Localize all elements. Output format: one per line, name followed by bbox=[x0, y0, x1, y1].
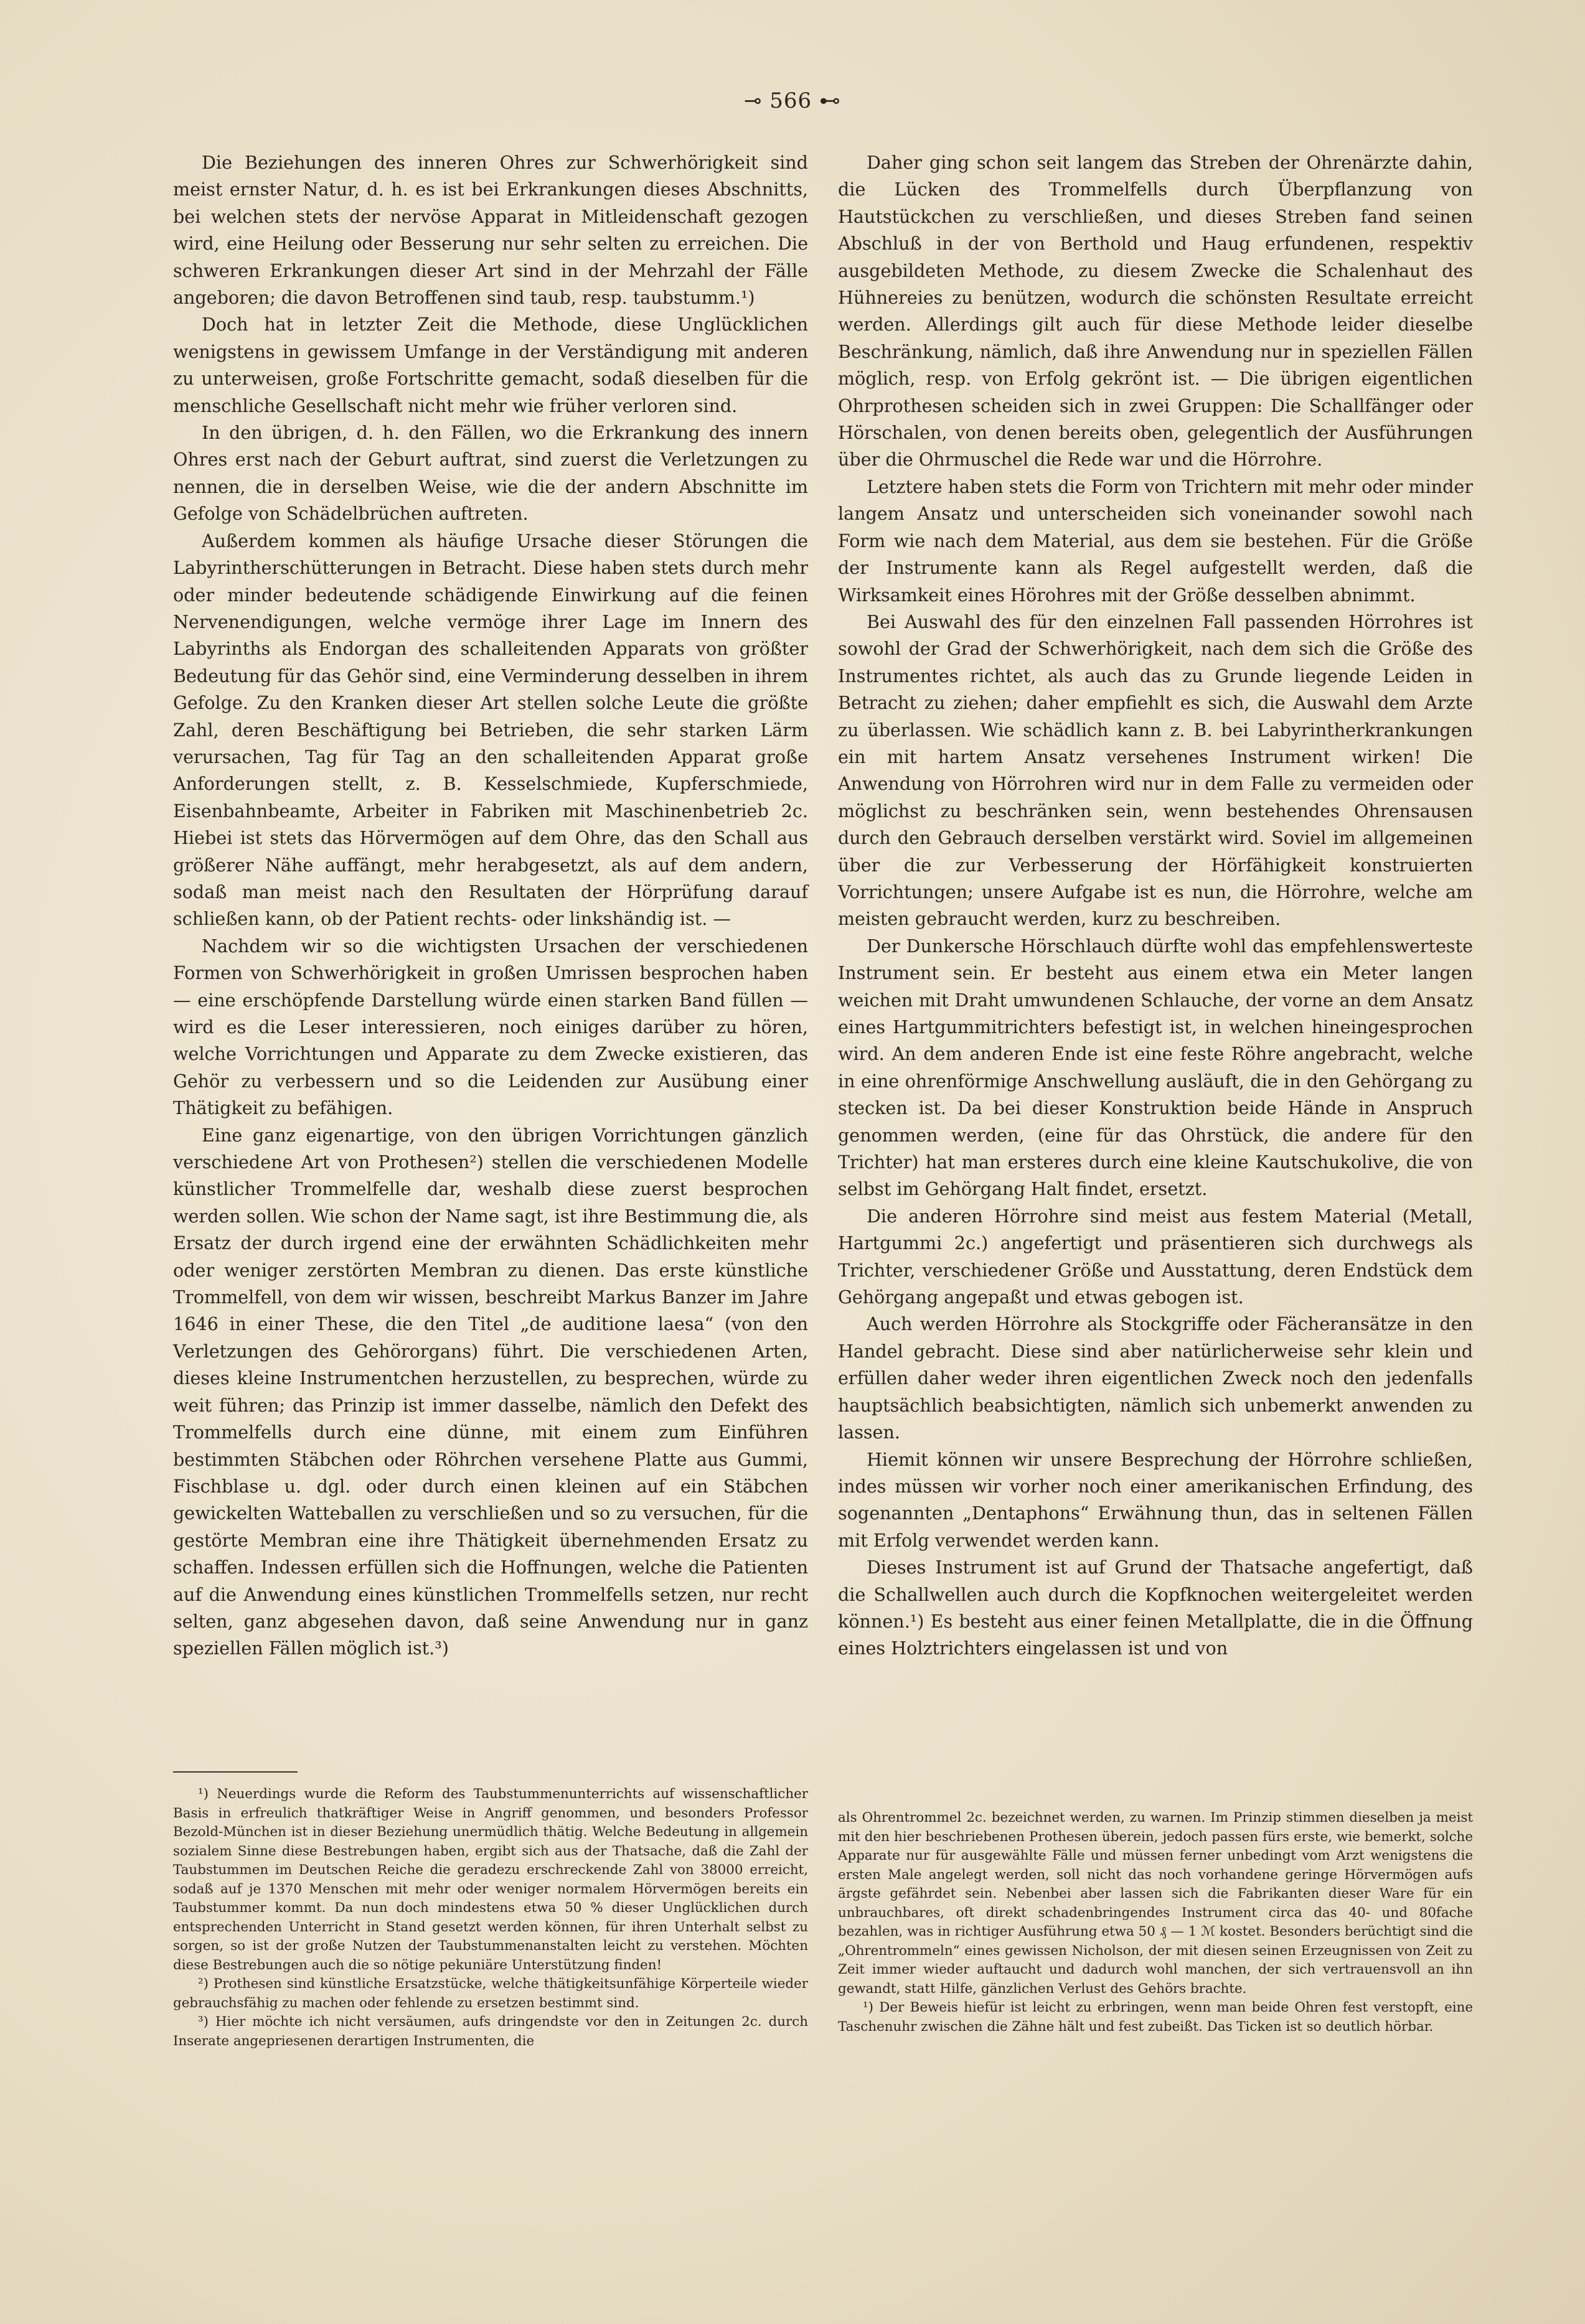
paragraph: Dieses Instrument ist auf Grund der Thatsache angefertigt, daß die Schallwellen auch durch die Kopfknochen weitergeleitet werden können.¹) Es besteht aus einer feinen Metallplatte, die in die Öffnung eines Holztrichters eingelassen ist und von bbox=[838, 1557, 1473, 1659]
footnote-continuation: als Ohrentrommel 2c. bezeichnet werden, zu warnen. Im Prinzip stimmen dieselben ja meist mit den hier beschriebenen Prothesen überein, jedoch passen fürs erste, wie bemerkt, solche Apparate nur für ausgewählte Fälle und müssen ferner unbedingt vom Arzt wenigstens die ersten Male angelegt werden, soll nicht das noch vorhandene geringe Hörvermögen aufs ärgste gefährdet sein. Nebenbei aber lassen sich die Fabrikanten dieser Ware für ein unbrauchbares, oft direkt schadenbringendes Instrument circa das 40- und 80fache bezahlen, was in richtiger Ausführung etwa 50 ₰ — 1 ℳ kostet. Besonders berüchtigt sind die „Ohrentrommeln“ eines gewissen Nicholson, der mit diesen seinen Erzeugnissen von Zeit zu Zeit immer wieder auftaucht und dadurch wohl manchen, der sich vertrauensvoll an ihn gewandt, statt Hilfe, gänzlichen Verlust des Gehörs brachte. bbox=[838, 1810, 1473, 1997]
ornament-left-icon: ⊸ bbox=[743, 88, 763, 113]
footnote: ¹) Der Beweis hiefür ist leicht zu erbringen, wenn man beide Ohren fest verstopft, eine Taschenuhr zwischen die Zähne hält und fest zubeißt. Das Ticken ist so deutlich hörbar. bbox=[838, 2000, 1473, 2035]
footnote-divider bbox=[173, 1771, 298, 1773]
paragraph: Doch hat in letzter Zeit die Methode, diese Unglücklichen wenigstens in gewissem Umfange in der Verständigung mit anderen zu unterweisen, große Fortschritte gemacht, sodaß dieselben für die menschliche Gesellschaft nicht mehr wie früher verloren sind. bbox=[173, 314, 808, 416]
paragraph: Die Beziehungen des inneren Ohres zur Schwerhörigkeit sind meist ernster Natur, d. h. es ist bei Erkrankungen dieses Abschnitts, bei welchen stets der nervöse Apparat in Mitleidenschaft gezogen wird, eine Heilung oder Besserung nur sehr selten zu erreichen. Die schweren Erkrankungen dieser Art sind in der Mehrzahl der Fälle angeboren; die davon Betroffenen sind taub, resp. taubstumm.¹) bbox=[173, 152, 808, 309]
paragraph: In den übrigen, d. h. den Fällen, wo die Erkrankung des innern Ohres erst nach der Geburt auftrat, sind zuerst die Verletzungen zu nennen, die in derselben Weise, wie die der andern Abschnitte im Gefolge von Schädelbrüchen auftreten. bbox=[173, 422, 808, 525]
paragraph: Der Dunkersche Hörschlauch dürfte wohl das empfehlenswerteste Instrument sein. Er besteht aus einem etwa ein Meter langen weichen mit Draht umwundenen Schlauche, der vorne an dem Ansatz eines Hartgummitrichters befestigt ist, in welchen hineingesprochen wird. An dem anderen Ende ist eine feste Röhre angebracht, welche in eine ohrenförmige Anschwellung ausläuft, die in den Gehörgang zu stecken ist. Da bei dieser Konstruktion beide Hände in Anspruch genommen werden, (eine für das Ohrstück, die andere für den Trichter) hat man ersteres durch eine kleine Kautschukolive, die von selbst im Gehörgang Halt findet, ersetzt. bbox=[838, 935, 1473, 1200]
footnotes-left bbox=[173, 1785, 808, 2051]
footnote: ³) Hier möchte ich nicht versäumen, aufs dringendste vor den in Zeitungen 2c. durch Inserate angepriesenen derartigen Instrumenten, die bbox=[173, 2014, 808, 2049]
paragraph: Auch werden Hörrohre als Stockgriffe oder Fächeransätze in den Handel gebracht. Diese sind aber natürlicherweise sehr klein und erfüllen daher weder ihren eigentlichen Zweck noch den jedenfalls hauptsächlich beabsichtigten, nämlich sich unbemerkt anwenden zu lassen. bbox=[838, 1313, 1473, 1443]
paragraph: Bei Auswahl des für den einzelnen Fall passenden Hörrohres ist sowohl der Grad der Schwerhörigkeit, nach dem sich die Größe des Instrumentes richtet, als auch das zu Grunde liegende Leiden in Betracht zu ziehen; daher empfiehlt es sich, die Auswahl dem Arzte zu überlassen. Wie schädlich kann z. B. bei Labyrintherkrankungen ein mit hartem Ansatz versehenes Instrument wirken! Die Anwendung von Hörrohren wird nur in dem Falle zu vermeiden oder möglichst zu beschränken sein, wenn bestehendes Ohrensausen durch den Gebrauch derselben verstärkt wird. Soviel im allgemeinen über die zur Verbesserung der Hörfähigkeit konstruierten Vorrichtungen; unsere Aufgabe ist es nun, die Hörrohre, welche am meisten gebraucht werden, kurz zu beschreiben. bbox=[838, 611, 1473, 930]
paragraph: Nachdem wir so die wichtigsten Ursachen der verschiedenen Formen von Schwerhörigkeit in großen Umrissen besprochen haben — eine erschöpfende Darstellung würde einen starken Band füllen — wird es die Leser interessieren, noch einiges darüber zu hören, welche Vorrichtungen und Apparate zu dem Zwecke existieren, das Gehör zu verbessern und so die Leidenden zur Ausübung einer Thätigkeit zu befähigen. bbox=[173, 935, 808, 1119]
paragraph: Außerdem kommen als häufige Ursache dieser Störungen die Labyrintherschütterungen in Betracht. Diese haben stets durch mehr oder minder bedeutende schädigende Einwirkung auf die feinen Nervenendigungen, welche vermöge ihrer Lage im Innern des Labyrinths als Endorgan des schalleitenden Apparats von größter Bedeutung für das Gehör sind, eine Verminderung desselben in ihrem Gefolge. Zu den Kranken dieser Art stellen solche Leute die größte Zahl, deren Beschäftigung bei Betrieben, die sehr starken Lärm verursachen, Tag für Tag an den schalleitenden Apparat große Anforderungen stellt, z. B. Kesselschmiede, Kupferschmiede, Eisenbahnbeamte, Arbeiter in Fabriken mit Maschinenbetrieb 2c. Hiebei ist stets das Hörvermögen auf dem Ohre, das den Schall aus größerer Nähe auffängt, mehr herabgesetzt, als auf dem andern, sodaß man meist nach den Resultaten der Hörprüfung darauf schließen kann, ob der Patient rechts- oder linkshändig ist. — bbox=[173, 530, 808, 930]
left-column bbox=[173, 149, 808, 1662]
paragraph: Daher ging schon seit langem das Streben der Ohrenärzte dahin, die Lücken des Trommelfells durch Überpflanzung von Hautstückchen zu verschließen, und dieses Streben fand seinen Abschluß in der von Berthold und Haug erfundenen, respektiv ausgebildeten Methode, zu diesem Zwecke die Schalenhaut des Hühnereies zu benützen, wodurch die schönsten Resultate erreicht werden. Allerdings gilt auch für diese Methode leider dieselbe Beschränkung, nämlich, daß ihre Anwendung nur in speziellen Fällen möglich, resp. von Erfolg gekrönt ist. — Die übrigen eigentlichen Ohrprothesen scheiden sich in zwei Gruppen: Die Schallfänger oder Hörschalen, von denen bereits oben, gelegentlich der Ausführungen über die Ohrmuschel die Rede war und die Hörrohre. bbox=[838, 152, 1473, 471]
footnote: ¹) Neuerdings wurde die Reform des Taubstummenunterrichts auf wissenschaftlicher Basis in erfreulich thatkräftiger Weise in Angriff genommen, und besonders Professor Bezold-München ist in dieser Beziehung unermüdlich thätig. Welche Bedeutung in allgemein sozialem Sinne diese Bestrebungen haben, ergibt sich aus der Thatsache, daß die Zahl der Taubstummen im Deutschen Reiche die geradezu erschreckende Zahl von 38000 erreicht, sodaß auf je 1370 Menschen mit mehr oder weniger normalem Hörvermögen bereits ein Taubstummer kommt. Da nun doch mindestens etwa 50 % dieser Unglücklichen durch entsprechenden Unterricht in Stand gesetzt werden können, für ihren Unterhalt selbst zu sorgen, so ist der große Nutzen der Taubstummenanstalten leicht zu verstehen. Möchten diese Bestrebungen auch die so nötige pekuniäre Unterstützung finden! bbox=[173, 1786, 808, 1973]
paragraph: Eine ganz eigenartige, von den übrigen Vorrichtungen gänzlich verschiedene Art von Prothesen²) stellen die verschiedenen Modelle künstlicher Trommelfelle dar, weshalb diese zuerst besprochen werden sollen. Wie schon der Name sagt, ist ihre Bestimmung die, als Ersatz der durch irgend eine der erwähnten Schädlichkeiten mehr oder weniger zerstörten Membran zu dienen. Das erste künstliche Trommelfell, von dem wir wissen, beschreibt Markus Banzer im Jahre 1646 in einer These, die den Titel „de auditione laesa“ (von den Verletzungen des Gehörorgans) führt. Die verschiedenen Arten, dieses kleine Instrumentchen herzustellen, zu besprechen, würde zu weit führen; das Prinzip ist immer dasselbe, nämlich den Defekt des Trommelfells durch eine dünne, mit einem zum Einführen bestimmten Stäbchen oder Röhrchen versehene Platte aus Gummi, Fischblase u. dgl. oder durch einen kleinen auf ein Stäbchen gewickelten Watteballen zu verschließen und so zu versuchen, für die gestörte Membran eine ihre Thätigkeit übernehmenden Ersatz zu schaffen. Indessen erfüllen sich die Hoffnungen, welche die Patienten auf die Anwendung eines künstlichen Trommelfells setzen, nur recht selten, ganz abgesehen davon, daß seine Anwendung nur in ganz speziellen Fällen möglich ist.³) bbox=[173, 1124, 808, 1659]
paragraph: Hiemit können wir unsere Besprechung der Hörrohre schließen, indes müssen wir vorher noch einer amerikanischen Erfindung, des sogenannten „Dentaphons“ Erwähnung thun, das in seltenen Fällen mit Erfolg verwendet werden kann. bbox=[838, 1448, 1473, 1551]
paragraph: Die anderen Hörrohre sind meist aus festem Material (Metall, Hartgummi 2c.) angefertigt und präsentieren sich durchwegs als Trichter, verschiedener Größe und Ausstattung, deren Endstück dem Gehörgang angepaßt und etwas gebogen ist. bbox=[838, 1205, 1473, 1308]
page-number bbox=[0, 88, 1585, 113]
footnotes-right bbox=[838, 1809, 1473, 2036]
paragraph: Letztere haben stets die Form von Trichtern mit mehr oder minder langem Ansatz und unterscheiden sich voneinander sowohl nach Form wie nach dem Material, aus dem sie bestehen. Für die Größe der Instrumente kann als Regel aufgestellt werden, daß die Wirksamkeit eines Hörohres mit der Größe desselben abnimmt. bbox=[838, 476, 1473, 606]
footnote: ²) Prothesen sind künstliche Ersatzstücke, welche thätigkeitsunfähige Körperteile wieder gebrauchsfähig zu machen oder fehlende zu ersetzen bestimmt sind. bbox=[173, 1976, 808, 2011]
right-column bbox=[838, 149, 1473, 1662]
ornament-right-icon: ⊷ bbox=[819, 88, 842, 113]
page-number-text: 566 bbox=[769, 88, 812, 113]
